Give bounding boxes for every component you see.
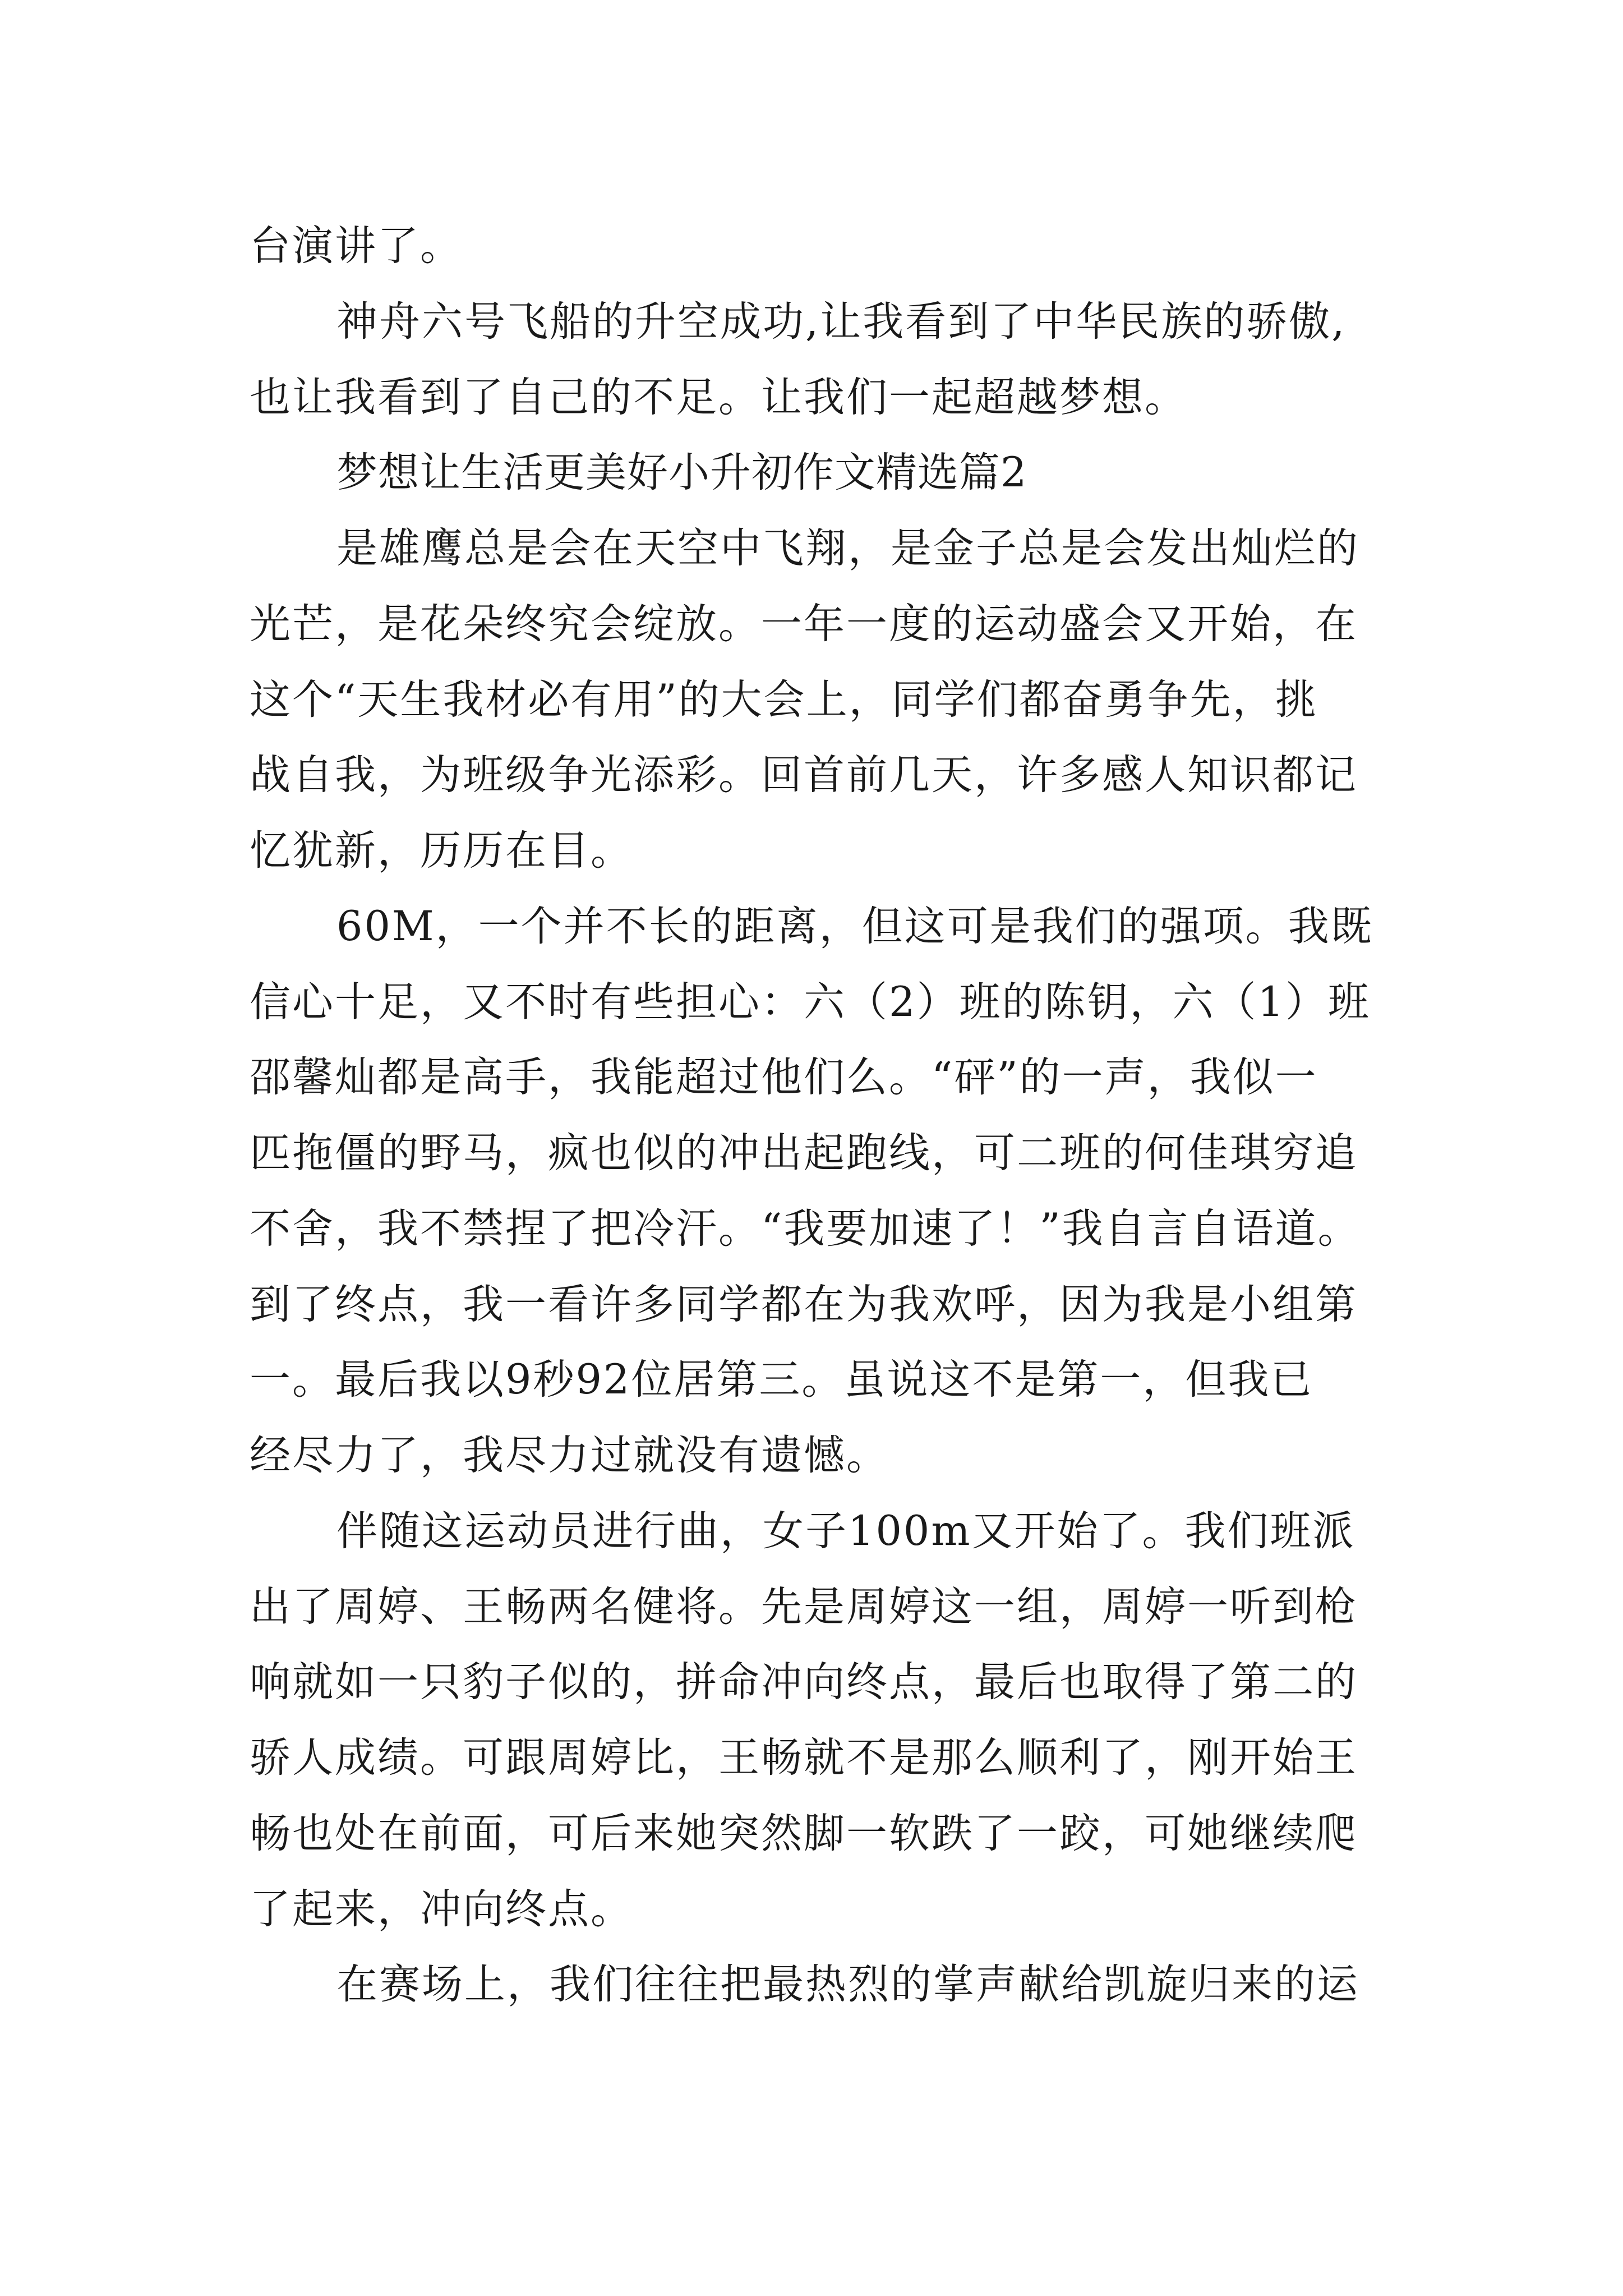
text-line: 经尽力了，我尽力过就没有遗憾。 xyxy=(250,1432,889,1479)
text-line: 了起来，冲向终点。 xyxy=(250,1885,633,1933)
text-line: 匹拖僵的野马，疯也似的冲出起跑线，可二班的何佳琪穷追 xyxy=(250,1129,1358,1177)
text-line: 神舟六号飞船的升空成功,让我看到了中华民族的骄傲, xyxy=(336,298,1347,346)
text-line: 伴随这运动员进行曲，女子100m又开始了。我们班派 xyxy=(336,1507,1355,1555)
text-line: 战自我，为班级争光添彩。回首前几天，许多感人知识都记 xyxy=(250,751,1358,799)
section-title: 梦想让生活更美好小升初作文精选篇2 xyxy=(336,449,1027,496)
text-line: 台演讲了。 xyxy=(250,222,463,270)
text-line: 一。最后我以9秒92位居第三。虽说这不是第一，但我已 xyxy=(250,1356,1313,1404)
text-line: 不舍，我不禁捏了把冷汗。“我要加速了！”我自言自语道。 xyxy=(250,1205,1361,1253)
text-line: 光芒，是花朵终究会绽放。一年一度的运动盛会又开始，在 xyxy=(250,600,1358,648)
text-line: 出了周婷、王畅两名健将。先是周婷这一组，周婷一听到枪 xyxy=(250,1583,1358,1631)
text-line: 是雄鹰总是会在天空中飞翔，是金子总是会发出灿烂的 xyxy=(336,524,1359,572)
text-line: 信心十足，又不时有些担心：六（2）班的陈钥，六（1）班 xyxy=(250,978,1371,1026)
text-line: 60M，一个并不长的距离，但这可是我们的强项。我既 xyxy=(336,903,1373,950)
text-line: 也让我看到了自己的不足。让我们一起超越梦想。 xyxy=(250,374,1187,421)
text-line: 响就如一只豹子似的，拼命冲向终点，最后也取得了第二的 xyxy=(250,1658,1358,1706)
text-line: 骄人成绩。可跟周婷比，王畅就不是那么顺利了，刚开始王 xyxy=(250,1734,1358,1782)
text-line: 在赛场上，我们往往把最热烈的掌声献给凯旋归来的运 xyxy=(336,1961,1359,2008)
text-line: 畅也处在前面，可后来她突然脚一软跌了一跤，可她继续爬 xyxy=(250,1810,1358,1857)
text-line: 邵馨灿都是高手，我能超过他们么。“砰”的一声，我似一 xyxy=(250,1053,1318,1101)
text-line: 这个“天生我材必有用”的大会上，同学们都奋勇争先，挑 xyxy=(250,676,1318,724)
text-line: 忆犹新，历历在目。 xyxy=(250,827,633,875)
text-line: 到了终点，我一看许多同学都在为我欢呼，因为我是小组第 xyxy=(250,1281,1358,1328)
